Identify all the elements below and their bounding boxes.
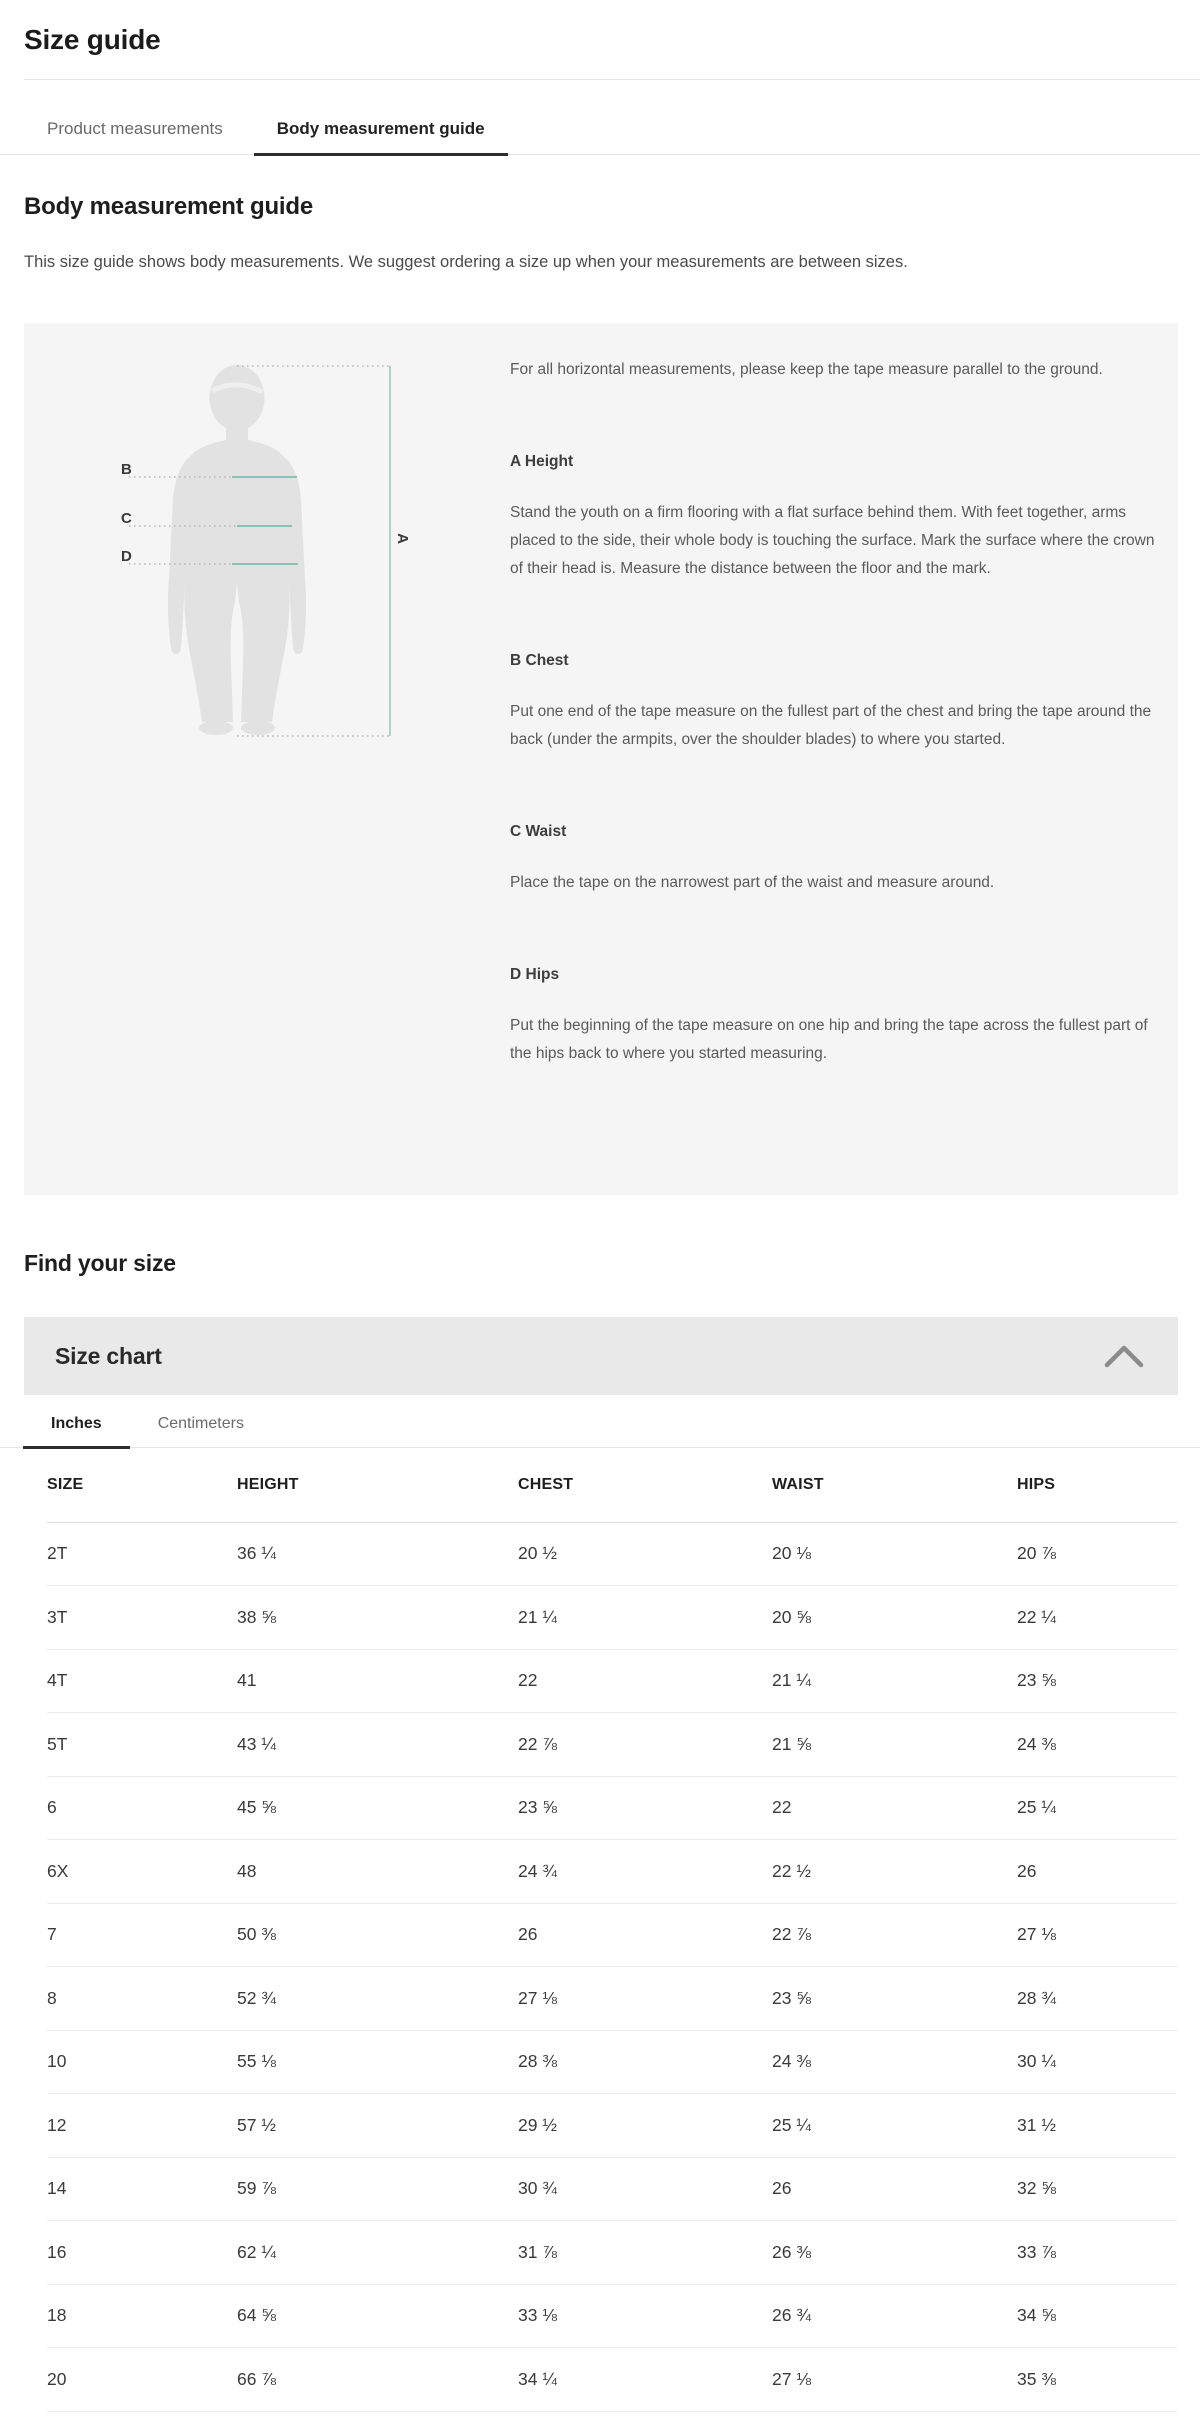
cell-size: 12 — [47, 2094, 237, 2158]
cell-size: 8 — [47, 1967, 237, 2031]
cell-value: 20 ⅝ — [772, 1586, 1017, 1650]
measurement-panel — [24, 323, 1178, 1195]
section-label: B Chest — [510, 652, 569, 669]
table-row — [47, 2284, 1177, 2348]
cell-size: 14 — [47, 2157, 237, 2221]
cell-value: 34 ⅝ — [1017, 2284, 1177, 2348]
cell-value: 30 ¼ — [1017, 2030, 1177, 2094]
tab-bar — [0, 119, 1200, 155]
tab-body-measurement-guide[interactable]: Body measurement guide — [254, 119, 508, 154]
table-row — [47, 2221, 1177, 2285]
column-header-height: HEIGHT — [237, 1448, 518, 1522]
label-c: C — [121, 510, 133, 527]
cell-value: 41 — [237, 1649, 518, 1713]
cell-value: 32 ⅝ — [1017, 2157, 1177, 2221]
cell-value: 26 ¾ — [772, 2284, 1017, 2348]
table-row — [47, 1840, 1177, 1904]
cell-value: 25 ¼ — [1017, 1776, 1177, 1840]
tab-product-measurements[interactable]: Product measurements — [47, 119, 223, 138]
cell-value: 50 ⅜ — [237, 1903, 518, 1967]
tab-centimeters[interactable]: Centimeters — [157, 1415, 244, 1432]
cell-value: 20 ⅛ — [772, 1522, 1017, 1586]
cell-value: 22 ⅞ — [518, 1713, 772, 1777]
cell-value: 28 ¾ — [1017, 1967, 1177, 2031]
cell-value: 30 ¾ — [518, 2157, 772, 2221]
section-text: Put the beginning of the tape measure on one hip and bring the tape across the fullest part of the hips back to where you started measuring. — [510, 1017, 1148, 1062]
column-header-waist: WAIST — [772, 1448, 1017, 1522]
section-text: Stand the youth on a firm flooring with a flat surface behind them. With feet together, arms placed to the side, their whole body is touching the surface. Mark the surface where the crown of their head is. Measure the distance between the floor and the mark. — [510, 504, 1155, 577]
measure-instructions — [510, 356, 1158, 1068]
cell-value: 48 — [237, 1840, 518, 1904]
table-row — [47, 1522, 1177, 1586]
cell-value: 21 ¼ — [772, 1649, 1017, 1713]
cell-value: 52 ¾ — [237, 1967, 518, 2031]
body-diagram — [85, 348, 555, 798]
section-text: Place the tape on the narrowest part of the waist and measure around. — [510, 874, 995, 891]
cell-value: 22 ⅞ — [772, 1903, 1017, 1967]
cell-value: 26 — [772, 2157, 1017, 2221]
cell-value: 35 ⅜ — [1017, 2348, 1177, 2412]
table-row — [47, 2094, 1177, 2158]
table-row — [47, 2030, 1177, 2094]
cell-value: 62 ¼ — [237, 2221, 518, 2285]
size-chart-accordion[interactable] — [24, 1317, 1178, 1395]
cell-value: 31 ½ — [1017, 2094, 1177, 2158]
cell-value: 55 ⅛ — [237, 2030, 518, 2094]
measure-sections — [510, 450, 1158, 1068]
page-title: Size guide — [24, 24, 161, 55]
cell-value: 23 ⅝ — [772, 1967, 1017, 2031]
cell-size: 6X — [47, 1840, 237, 1904]
cell-size: 20 — [47, 2348, 237, 2412]
chevron-up-icon[interactable] — [1101, 1342, 1147, 1370]
column-header-hips: HIPS — [1017, 1448, 1177, 1522]
cell-value: 31 ⅞ — [518, 2221, 772, 2285]
cell-value: 29 ½ — [518, 2094, 772, 2158]
tab-inches[interactable]: Inches — [23, 1415, 130, 1447]
cell-value: 20 ⅞ — [1017, 1522, 1177, 1586]
cell-value: 36 ¼ — [237, 1522, 518, 1586]
cell-value: 26 — [518, 1903, 772, 1967]
table-row — [47, 1776, 1177, 1840]
accordion-title: Size chart — [55, 1342, 162, 1369]
section-text: Put one end of the tape measure on the fullest part of the chest and bring the tape around the back (under the armpits, over the shoulder blades) to where you started. — [510, 703, 1152, 748]
cell-value: 22 — [772, 1776, 1017, 1840]
cell-value: 59 ⅞ — [237, 2157, 518, 2221]
column-header-chest: CHEST — [518, 1448, 772, 1522]
label-b: B — [121, 461, 133, 478]
cell-value: 21 ⅝ — [772, 1713, 1017, 1777]
cell-value: 26 — [1017, 1840, 1177, 1904]
cell-value: 22 ½ — [772, 1840, 1017, 1904]
cell-value: 38 ⅝ — [237, 1586, 518, 1650]
measure-section — [510, 649, 1158, 754]
title-divider — [24, 79, 1200, 80]
cell-size: 3T — [47, 1586, 237, 1650]
column-header-size: SIZE — [47, 1448, 237, 1522]
cell-size: 2T — [47, 1522, 237, 1586]
unit-tab-bar — [0, 1395, 1200, 1448]
measure-section — [510, 450, 1158, 583]
cell-value: 27 ⅛ — [1017, 1903, 1177, 1967]
cell-value: 43 ¼ — [237, 1713, 518, 1777]
table-row — [47, 1713, 1177, 1777]
cell-size: 4T — [47, 1649, 237, 1713]
cell-value: 21 ¼ — [518, 1586, 772, 1650]
cell-size: 16 — [47, 2221, 237, 2285]
cell-value: 33 ⅞ — [1017, 2221, 1177, 2285]
table-row — [47, 2348, 1177, 2412]
measure-section — [510, 963, 1158, 1068]
cell-value: 22 — [518, 1649, 772, 1713]
cell-value: 25 ¼ — [772, 2094, 1017, 2158]
guide-intro: This size guide shows body measurements. We suggest ordering a size up when your measurements are between sizes. — [24, 253, 908, 271]
find-size-heading: Find your size — [24, 1250, 176, 1276]
cell-value: 45 ⅝ — [237, 1776, 518, 1840]
cell-size: 18 — [47, 2284, 237, 2348]
tape-note: For all horizontal measurements, please keep the tape measure parallel to the ground. — [510, 361, 1103, 378]
cell-value: 22 ¼ — [1017, 1586, 1177, 1650]
cell-size: 10 — [47, 2030, 237, 2094]
cell-value: 24 ¾ — [518, 1840, 772, 1904]
size-table-body — [47, 1522, 1177, 2411]
cell-size: 5T — [47, 1713, 237, 1777]
cell-value: 28 ⅜ — [518, 2030, 772, 2094]
table-row — [47, 1586, 1177, 1650]
section-label: A Height — [510, 453, 574, 470]
table-row — [47, 1903, 1177, 1967]
label-a: A — [394, 533, 411, 545]
cell-value: 24 ⅜ — [1017, 1713, 1177, 1777]
label-d: D — [121, 548, 133, 565]
table-row — [47, 1649, 1177, 1713]
cell-size: 7 — [47, 1903, 237, 1967]
cell-value: 24 ⅜ — [772, 2030, 1017, 2094]
cell-value: 64 ⅝ — [237, 2284, 518, 2348]
section-label: C Waist — [510, 823, 567, 840]
body-silhouette-icon — [168, 365, 306, 735]
table-row — [47, 2157, 1177, 2221]
cell-value: 23 ⅝ — [1017, 1649, 1177, 1713]
cell-value: 34 ¼ — [518, 2348, 772, 2412]
measure-section — [510, 820, 1158, 897]
cell-value: 66 ⅞ — [237, 2348, 518, 2412]
cell-value: 57 ½ — [237, 2094, 518, 2158]
size-table — [47, 1448, 1177, 2412]
guide-heading: Body measurement guide — [24, 193, 314, 220]
cell-value: 20 ½ — [518, 1522, 772, 1586]
cell-value: 23 ⅝ — [518, 1776, 772, 1840]
cell-value: 26 ⅜ — [772, 2221, 1017, 2285]
cell-value: 27 ⅛ — [772, 2348, 1017, 2412]
table-header-row — [47, 1448, 1177, 1522]
cell-size: 6 — [47, 1776, 237, 1840]
cell-value: 33 ⅛ — [518, 2284, 772, 2348]
section-label: D Hips — [510, 966, 560, 983]
table-row — [47, 1967, 1177, 2031]
cell-value: 27 ⅛ — [518, 1967, 772, 2031]
